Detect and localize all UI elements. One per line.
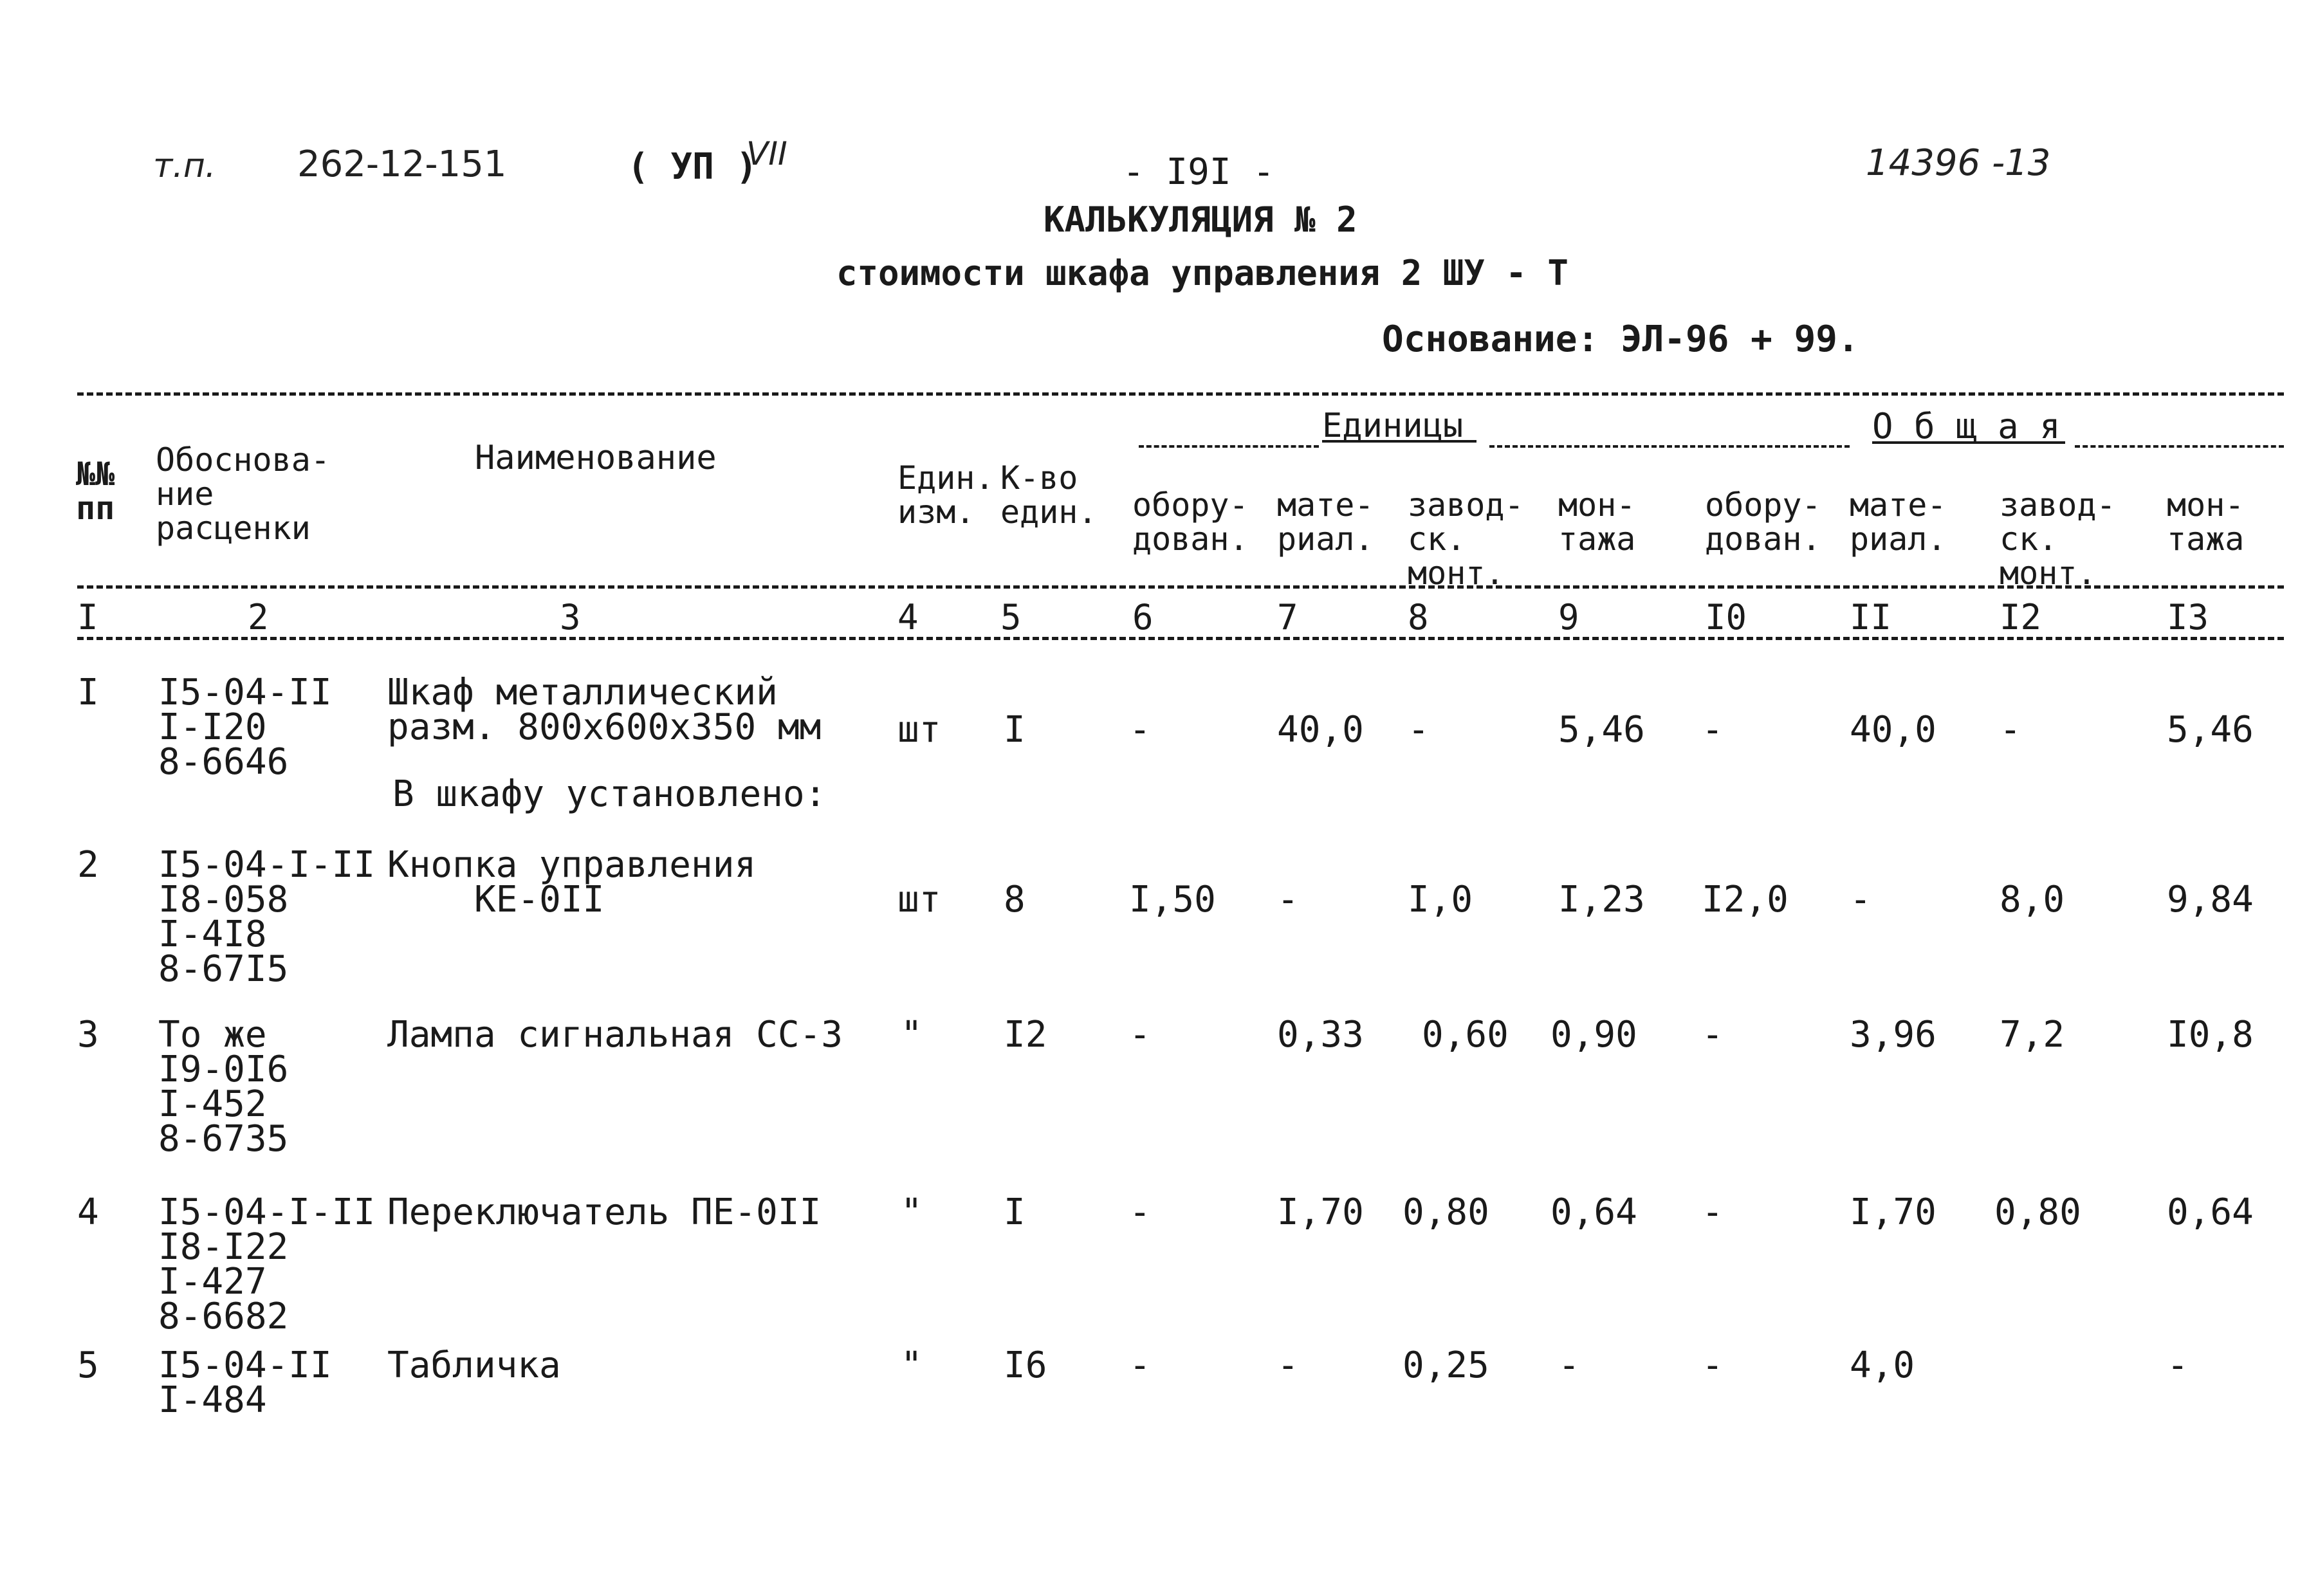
row4-c10: - [1702, 1191, 1724, 1233]
row3-basis [158, 1014, 289, 1160]
colnum-6: 6 [1132, 597, 1154, 637]
colnum-13: I3 [2167, 597, 2209, 637]
row2-name [387, 844, 757, 921]
row2-c10: I2,0 [1702, 879, 1789, 921]
row4-c8: 0,80 [1403, 1191, 1489, 1233]
colnum-7: 7 [1277, 597, 1298, 637]
group-unit-underline [1322, 440, 1476, 443]
row2-c13: 9,84 [2167, 879, 2254, 921]
row1-c12: - [2000, 709, 2021, 751]
group-total-underline [1872, 441, 2065, 444]
header-basis [156, 409, 330, 546]
header-c11-1: мате- [1850, 486, 1947, 524]
row5-qty: I6 [1004, 1344, 1047, 1386]
header-c9 [1558, 454, 1635, 556]
header-basis-1: Обоснова- [156, 441, 330, 479]
header-c11-2: риал. [1850, 520, 1947, 558]
header-c6-2: дован. [1132, 520, 1249, 558]
row2-basis [158, 844, 376, 990]
row4-basis-4: 8-6682 [158, 1296, 289, 1337]
row5-basis [158, 1344, 332, 1421]
row3-num: 3 [77, 1014, 99, 1056]
header-c12-1: завод- [2000, 486, 2116, 524]
row3-basis-3: I-452 [158, 1083, 267, 1125]
header-c10 [1705, 454, 1821, 556]
row2-num: 2 [77, 844, 99, 886]
colnum-bottom-rule [77, 637, 2284, 640]
row4-qty: I [1004, 1191, 1026, 1233]
row3-c7: 0,33 [1277, 1014, 1364, 1056]
row1-c8: - [1408, 709, 1430, 751]
row4-c9: 0,64 [1550, 1191, 1637, 1233]
header-c12-3: монт. [2000, 555, 2097, 592]
row1-c13: 5,46 [2167, 709, 2254, 751]
header-basis-3: расценки [156, 509, 311, 547]
colnum-12: I2 [2000, 597, 2042, 637]
header-c8-3: монт. [1408, 555, 1505, 592]
row1-c6: - [1129, 709, 1151, 751]
row3-c10: - [1702, 1014, 1724, 1056]
volume-label: ( УП ) [627, 146, 758, 188]
group-total-label: О б щ а я [1872, 406, 2061, 446]
colnum-3: 3 [560, 597, 581, 637]
header-qty-1: К-во [1000, 459, 1078, 497]
volume-handwritten: VII [746, 135, 787, 172]
row3-basis-1: То же [158, 1014, 267, 1056]
row1-c11: 40,0 [1850, 709, 1936, 751]
row1-num: I [77, 672, 99, 713]
row4-c6: - [1129, 1191, 1151, 1233]
row1-name-2: разм. 800х600х350 мм [387, 706, 822, 748]
doc-type-label: т.п. [153, 147, 216, 185]
header-c11 [1850, 454, 1947, 556]
row5-unit: " [901, 1344, 923, 1386]
header-qty-2: един. [1000, 493, 1098, 531]
row2-unit: шт [897, 879, 941, 921]
installed-note: В шкафу установлено: [392, 773, 827, 815]
header-c13-1: мон- [2167, 486, 2245, 524]
row1-unit: шт [897, 709, 941, 751]
colnum-2: 2 [248, 597, 269, 637]
row4-basis-2: I8-I22 [158, 1226, 289, 1268]
group-total-rule-right [2075, 445, 2284, 448]
row3-c11: 3,96 [1850, 1014, 1936, 1056]
header-c13 [2167, 454, 2244, 556]
row5-basis-2: I-484 [158, 1379, 267, 1421]
row4-c12: 0,80 [1994, 1191, 2081, 1233]
header-c6-1: обору- [1132, 486, 1249, 524]
colnum-4: 4 [897, 597, 919, 637]
header-c8-2: ск. [1408, 520, 1466, 558]
row2-basis-4: 8-67I5 [158, 948, 289, 990]
colnum-top-rule [77, 585, 2284, 589]
header-c9-2: тажа [1558, 520, 1636, 558]
row3-basis-4: 8-6735 [158, 1118, 289, 1160]
row2-name-1: Кнопка управления [387, 844, 757, 886]
header-name: Наименование [475, 439, 717, 477]
row1-basis-3: 8-6646 [158, 741, 289, 783]
row3-unit: " [901, 1014, 923, 1056]
header-c9-1: мон- [1558, 486, 1636, 524]
row4-basis-1: I5-04-I-II [158, 1191, 376, 1233]
calc-subtitle: стоимости шкафа управления 2 ШУ - Т [836, 253, 1568, 293]
header-c7 [1277, 454, 1374, 556]
header-c12 [2000, 454, 2116, 591]
row2-c9: I,23 [1558, 879, 1645, 921]
document-code: 14396 -13 [1866, 142, 2051, 184]
row4-name: Переключатель ПЕ-0II [387, 1191, 822, 1233]
row4-c13: 0,64 [2167, 1191, 2254, 1233]
row4-c7: I,70 [1277, 1191, 1364, 1233]
header-num-2: пп [76, 490, 115, 527]
row2-basis-2: I8-058 [158, 879, 289, 921]
colnum-9: 9 [1558, 597, 1579, 637]
row5-c8: 0,25 [1403, 1344, 1489, 1386]
row2-c12: 8,0 [2000, 879, 2065, 921]
header-qty [1000, 427, 1098, 529]
row3-c13: I0,8 [2167, 1014, 2254, 1056]
header-top-rule [77, 392, 2284, 396]
colnum-8: 8 [1408, 597, 1429, 637]
row1-c7: 40,0 [1277, 709, 1364, 751]
header-unit-1: Един. [897, 459, 995, 497]
row1-c9: 5,46 [1558, 709, 1645, 751]
row5-c10: - [1702, 1344, 1724, 1386]
row3-c6: - [1129, 1014, 1151, 1056]
row4-basis-3: I-427 [158, 1261, 267, 1303]
header-c8 [1408, 454, 1524, 591]
header-c10-2: дован. [1705, 520, 1821, 558]
group-unit-rule-right [1489, 445, 1850, 448]
header-unit-2: изм. [897, 493, 975, 531]
row4-unit: " [901, 1191, 923, 1233]
row3-c12: 7,2 [2000, 1014, 2065, 1056]
row1-qty: I [1004, 709, 1026, 751]
row3-c8: 0,60 [1422, 1014, 1509, 1056]
row5-c9: - [1558, 1344, 1580, 1386]
header-num [76, 423, 115, 526]
row1-name-1: Шкаф металлический [387, 672, 778, 713]
row3-name: Лампа сигнальная СС-3 [387, 1014, 843, 1056]
row2-c7: - [1277, 879, 1299, 921]
row5-c6: - [1129, 1344, 1151, 1386]
row2-c11: - [1850, 879, 1872, 921]
header-c13-2: тажа [2167, 520, 2245, 558]
row1-basis-2: I-I20 [158, 706, 267, 748]
row2-basis-1: I5-04-I-II [158, 844, 376, 886]
row2-qty: 8 [1004, 879, 1026, 921]
row1-name [387, 672, 822, 748]
row5-name: Табличка [387, 1344, 561, 1386]
row4-basis [158, 1191, 376, 1337]
row5-c7: - [1277, 1344, 1299, 1386]
row5-c13: - [2167, 1344, 2189, 1386]
row2-c6: I,50 [1129, 879, 1216, 921]
row4-c11: I,70 [1850, 1191, 1936, 1233]
group-unit-label: Единицы [1322, 407, 1464, 445]
colnum-1: I [77, 597, 98, 637]
colnum-10: I0 [1705, 597, 1747, 637]
row5-c11: 4,0 [1850, 1344, 1915, 1386]
row4-num: 4 [77, 1191, 99, 1233]
row5-basis-1: I5-04-II [158, 1344, 332, 1386]
calc-title: КАЛЬКУЛЯЦИЯ № 2 [1044, 199, 1357, 240]
row2-basis-3: I-4I8 [158, 913, 267, 955]
header-c10-1: обору- [1705, 486, 1821, 524]
header-num-1: №№ [76, 455, 115, 493]
header-c7-2: риал. [1277, 520, 1374, 558]
row5-num: 5 [77, 1344, 99, 1386]
basis-line: Основание: ЭЛ-96 + 99. [1382, 318, 1859, 360]
project-number: 262-12-151 [297, 143, 507, 185]
header-c6 [1132, 454, 1249, 556]
row3-c9: 0,90 [1550, 1014, 1637, 1056]
header-c7-1: мате- [1277, 486, 1374, 524]
header-basis-2: ние [156, 475, 214, 513]
page-number: - I9I - [1123, 151, 1275, 193]
row1-basis-1: I5-04-II [158, 672, 332, 713]
row2-c8: I,0 [1408, 879, 1473, 921]
row2-name-2: КЕ-0II [474, 879, 605, 921]
group-unit-rule-left [1139, 445, 1319, 448]
row3-qty: I2 [1004, 1014, 1047, 1056]
row3-basis-2: I9-0I6 [158, 1049, 289, 1090]
row1-c10: - [1702, 709, 1724, 751]
header-c12-2: ск. [2000, 520, 2058, 558]
colnum-5: 5 [1000, 597, 1022, 637]
row1-basis [158, 672, 332, 783]
colnum-11: II [1850, 597, 1892, 637]
header-unit [897, 427, 995, 529]
header-c8-1: завод- [1408, 486, 1524, 524]
